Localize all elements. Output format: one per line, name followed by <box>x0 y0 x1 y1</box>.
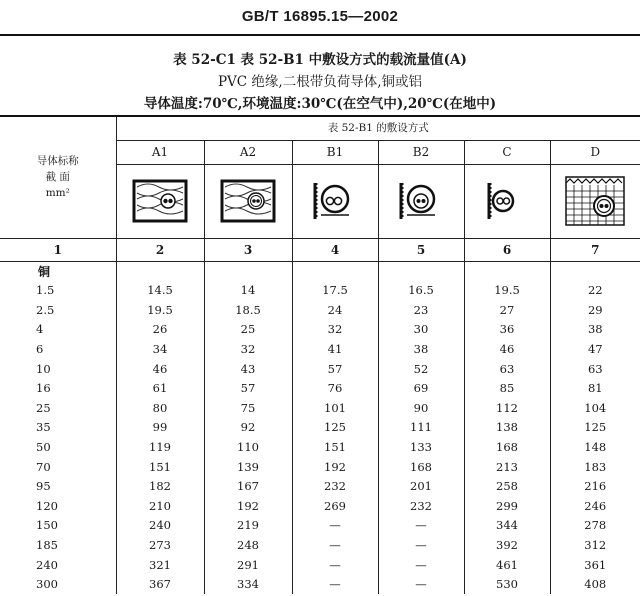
table-row <box>0 457 640 477</box>
conductor-size: 300 <box>0 574 116 594</box>
table-row <box>0 516 640 536</box>
table-row <box>0 418 640 438</box>
current-value: 17.5 <box>292 281 378 301</box>
method-label-d: D <box>550 140 640 164</box>
table-row <box>0 535 640 555</box>
current-value: 85 <box>464 378 550 398</box>
current-value: 22 <box>587 283 603 298</box>
table-row <box>0 555 640 575</box>
material-label: 铜 <box>0 261 116 281</box>
current-value: 269 <box>292 496 378 516</box>
current-value: 75 <box>204 398 292 418</box>
current-value: 110 <box>204 437 292 457</box>
size-column-header: 导体标称 截 面 mm² <box>0 116 116 238</box>
conductor-size: 16 <box>0 378 116 398</box>
conductor-size: 95 <box>0 476 116 496</box>
conductor-size: 185 <box>0 535 116 555</box>
method-label-b1: B1 <box>292 140 378 164</box>
method-a2-icon <box>204 164 292 238</box>
conductor-size: 120 <box>0 496 116 516</box>
current-value: 43 <box>204 359 292 379</box>
current-value: 213 <box>464 457 550 477</box>
table-row <box>0 300 640 320</box>
table-row <box>0 339 640 359</box>
conductor-size: 150 <box>0 516 116 536</box>
current-value: 63 <box>464 359 550 379</box>
method-b1-icon <box>292 164 378 238</box>
method-label-c: C <box>464 140 550 164</box>
current-value: 112 <box>464 398 550 418</box>
current-value: 139 <box>204 457 292 477</box>
col-number: 2 <box>116 238 204 261</box>
current-value: 321 <box>116 555 204 575</box>
current-value: 151 <box>292 437 378 457</box>
current-value: 278 <box>584 518 607 533</box>
current-value: 19.5 <box>464 281 550 301</box>
current-value: 61 <box>116 378 204 398</box>
conductor-size: 2.5 <box>0 300 116 320</box>
conductor-size: 4 <box>0 320 116 340</box>
table-row <box>0 320 640 340</box>
current-value: 32 <box>292 320 378 340</box>
current-value: 32 <box>204 339 292 359</box>
method-b2-icon <box>378 164 464 238</box>
current-value: 361 <box>584 557 607 572</box>
current-value: 99 <box>116 418 204 438</box>
current-value: 530 <box>464 574 550 594</box>
conductor-size: 35 <box>0 418 116 438</box>
current-value: — <box>378 535 464 555</box>
current-value: 92 <box>204 418 292 438</box>
method-label-a2: A2 <box>204 140 292 164</box>
current-value: 125 <box>292 418 378 438</box>
current-value: 246 <box>584 498 607 513</box>
current-value: — <box>292 516 378 536</box>
current-value: — <box>378 555 464 575</box>
table-row <box>0 574 640 594</box>
col-number: 5 <box>378 238 464 261</box>
current-value: — <box>292 535 378 555</box>
conductor-size: 6 <box>0 339 116 359</box>
current-value: 38 <box>378 339 464 359</box>
header-rule <box>0 34 640 36</box>
current-value: 167 <box>204 476 292 496</box>
current-value: 25 <box>204 320 292 340</box>
current-value: 392 <box>464 535 550 555</box>
table-row <box>0 398 640 418</box>
col-number: 3 <box>204 238 292 261</box>
current-value: 408 <box>584 577 607 592</box>
current-value: 201 <box>378 476 464 496</box>
current-value: 312 <box>584 538 607 553</box>
current-value: 232 <box>378 496 464 516</box>
current-value: 90 <box>378 398 464 418</box>
current-value: 16.5 <box>378 281 464 301</box>
current-value: — <box>378 516 464 536</box>
current-value: 69 <box>378 378 464 398</box>
conductor-size: 10 <box>0 359 116 379</box>
standard-number: GB/T 16895.15—2002 <box>241 8 399 25</box>
current-value: 182 <box>116 476 204 496</box>
current-value: 80 <box>116 398 204 418</box>
current-value: 125 <box>584 420 607 435</box>
current-value: 38 <box>587 322 603 337</box>
current-value: 27 <box>464 300 550 320</box>
current-value: 334 <box>204 574 292 594</box>
current-value: 14.5 <box>116 281 204 301</box>
current-value: 57 <box>292 359 378 379</box>
current-value: 258 <box>464 476 550 496</box>
current-value: 461 <box>464 555 550 575</box>
method-d-icon <box>550 164 640 238</box>
installation-methods-header: 表 52-B1 的敷设方式 <box>116 116 640 140</box>
col-number: 7 <box>550 238 640 261</box>
current-value: 76 <box>292 378 378 398</box>
current-value: 30 <box>378 320 464 340</box>
current-value: — <box>292 555 378 575</box>
conductor-size: 1.5 <box>0 281 116 301</box>
current-value: 47 <box>587 342 603 357</box>
table-row <box>0 359 640 379</box>
current-value: 81 <box>587 381 603 396</box>
current-value: 138 <box>464 418 550 438</box>
method-c-icon <box>464 164 550 238</box>
current-value: 192 <box>292 457 378 477</box>
current-value: 119 <box>116 437 204 457</box>
current-value: 151 <box>116 457 204 477</box>
current-value: 41 <box>292 339 378 359</box>
conductor-size: 70 <box>0 457 116 477</box>
table-row <box>0 281 640 301</box>
current-value: 36 <box>464 320 550 340</box>
current-value: 291 <box>204 555 292 575</box>
current-value: 273 <box>116 535 204 555</box>
current-value: 34 <box>116 339 204 359</box>
ampacity-table <box>0 115 640 594</box>
current-value: 183 <box>584 459 607 474</box>
current-value: 46 <box>464 339 550 359</box>
conductor-size: 25 <box>0 398 116 418</box>
current-value: 24 <box>292 300 378 320</box>
current-value: 240 <box>116 516 204 536</box>
current-value: 46 <box>116 359 204 379</box>
current-value: 111 <box>378 418 464 438</box>
current-value: 344 <box>464 516 550 536</box>
method-label-b2: B2 <box>378 140 464 164</box>
current-value: 29 <box>587 302 603 317</box>
col-number: 1 <box>0 238 116 261</box>
current-value: 101 <box>292 398 378 418</box>
current-value: 367 <box>116 574 204 594</box>
current-value: — <box>292 574 378 594</box>
col-number: 4 <box>292 238 378 261</box>
current-value: 210 <box>116 496 204 516</box>
current-value: 216 <box>584 479 607 494</box>
conductor-size: 50 <box>0 437 116 457</box>
table-subtitle: PVC 绝缘,二根带负荷导体,铜或铝 <box>217 74 423 90</box>
current-value: 148 <box>584 440 607 455</box>
table-row <box>0 496 640 516</box>
table-conditions: 导体温度:70℃,环境温度:30℃(在空气中),20℃(在地中) <box>143 96 497 112</box>
table-title: 表 52-C1 表 52-B1 中敷设方式的载流量值(A) <box>173 52 467 68</box>
table-row <box>0 476 640 496</box>
col-number: 6 <box>464 238 550 261</box>
current-value: — <box>378 574 464 594</box>
current-value: 232 <box>292 476 378 496</box>
conductor-size: 240 <box>0 555 116 575</box>
current-value: 52 <box>378 359 464 379</box>
current-value: 19.5 <box>116 300 204 320</box>
current-value: 219 <box>204 516 292 536</box>
current-value: 192 <box>204 496 292 516</box>
current-value: 14 <box>204 281 292 301</box>
table-row <box>0 437 640 457</box>
method-label-a1: A1 <box>116 140 204 164</box>
current-value: 26 <box>116 320 204 340</box>
current-value: 23 <box>378 300 464 320</box>
current-value: 248 <box>204 535 292 555</box>
current-value: 57 <box>204 378 292 398</box>
method-a1-icon <box>116 164 204 238</box>
current-value: 133 <box>378 437 464 457</box>
current-value: 18.5 <box>204 300 292 320</box>
current-value: 168 <box>378 457 464 477</box>
current-value: 104 <box>584 400 607 415</box>
current-value: 299 <box>464 496 550 516</box>
current-value: 63 <box>587 361 603 376</box>
table-row <box>0 378 640 398</box>
current-value: 168 <box>464 437 550 457</box>
